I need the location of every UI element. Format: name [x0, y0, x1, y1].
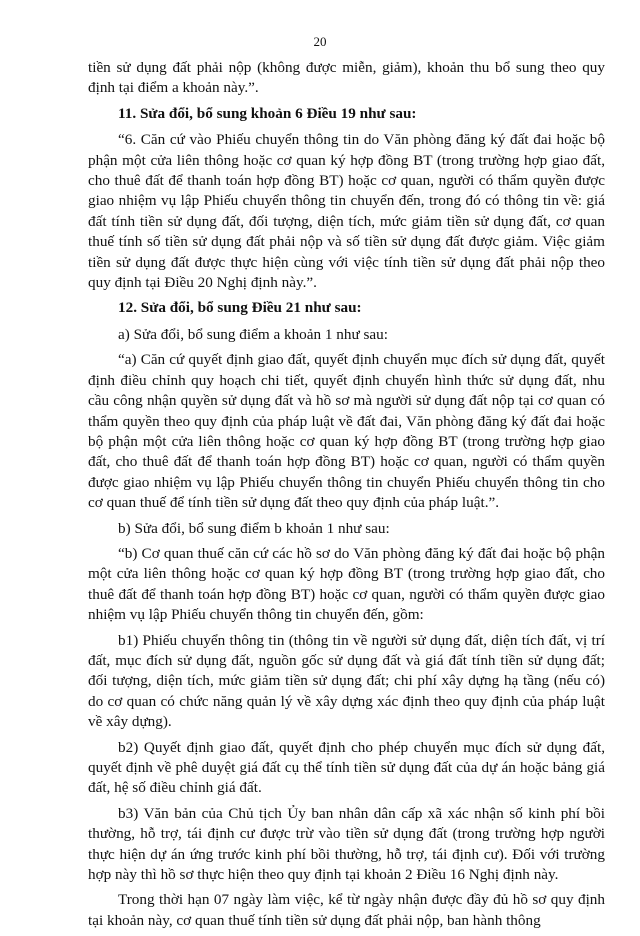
paragraph-b2: b2) Quyết định giao đất, quyết định cho phép chuyển mục đích sử dụng đất, quyết định về phê duyệt giá đất cụ thể tính tiền sử dụng đất của dự án hoặc bảng giá đất, hệ số điều chỉnh giá đất. [88, 738, 605, 797]
section-heading-11: 11. Sửa đổi, bổ sung khoản 6 Điều 19 như sau: [118, 104, 417, 122]
paragraph-b3: b3) Văn bản của Chủ tịch Ủy ban nhân dân cấp xã xác nhận số kinh phí bồi thường, hỗ trợ, tái định cư được trừ vào tiền sử dụng đất (trong trường hợp người thực hiện dự án ứng trước kinh phí bồi thường, hỗ trợ, tái định cư). Đối với trường hợp này thì hồ sơ thực hiện theo quy định tại khoản 2 Điều 16 Nghị định này. [88, 804, 605, 884]
paragraph-point-a: “a) Căn cứ quyết định giao đất, quyết định chuyển mục đích sử dụng đất, quyết định điều chỉnh quy hoạch chi tiết, quyết định chuyển hình thức sử dụng đất, nhu cầu công nhận quyền sử dụng đất và hồ sơ mà người sử dụng đất nộp tại cơ quan có thẩm quyền theo quy định của pháp luật về đất đai, Văn phòng đăng ký đất đai hoặc bộ phận một cửa liên thông hoặc cơ quan ký hợp đồng BT (trong trường hợp giao đất, cho thuê đất để thanh toán hợp đồng BT) hoặc cơ quan, người có thẩm quyền được giao nhiệm vụ lập Phiếu chuyển thông tin chuyển Phiếu chuyển thông tin cho cơ quan thuế để tính tiền sử dụng đất theo quy định của pháp luật.”. [88, 351, 605, 512]
page-number: 20 [313, 34, 327, 49]
document-body [88, 58, 605, 936]
paragraph-clause-6: “6. Căn cứ vào Phiếu chuyển thông tin do Văn phòng đăng ký đất đai hoặc bộ phận một cửa liên thông hoặc cơ quan ký hợp đồng BT (trong trường hợp giao đất, cho thuê đất để thanh toán hợp đồng BT) hoặc cơ quan, người có thẩm quyền được giao nhiệm vụ lập Phiếu chuyển thông tin chuyển đến, trong đó có thông tin về: giá đất tính tiền sử dụng đất, đối tượng, diện tích, mức giảm tiền sử dụng đất, cơ quan thuế tính số tiền sử dụng đất phải nộp và số tiền sử dụng đất được giảm. Việc giảm tiền sử dụng đất được thực hiện cùng với việc tính tiền sử dụng đất phải nộp theo quy định tại Điều 20 Nghị định này.”. [88, 131, 605, 292]
paragraph-deadline: Trong thời hạn 07 ngày làm việc, kể từ ngày nhận được đầy đủ hồ sơ quy định tại khoản này, cơ quan thuế tính tiền sử dụng đất phải nộp, ban hành thông [88, 891, 605, 929]
paragraph-amend-a: a) Sửa đổi, bổ sung điểm a khoản 1 như sau: [118, 325, 388, 343]
paragraph-amend-b: b) Sửa đổi, bổ sung điểm b khoản 1 như sau: [118, 519, 390, 537]
paragraph-point-b: “b) Cơ quan thuế căn cứ các hồ sơ do Văn phòng đăng ký đất đai hoặc bộ phận một cửa liên thông hoặc cơ quan ký hợp đồng BT (trong trường hợp giao đất, cho thuê đất để thanh toán hợp đồng BT) hoặc cơ quan, người có thẩm quyền được giao nhiệm vụ lập Phiếu chuyển thông tin chuyển đến, gồm: [88, 544, 605, 624]
section-heading-12: 12. Sửa đổi, bổ sung Điều 21 như sau: [118, 299, 362, 317]
paragraph-b1: b1) Phiếu chuyển thông tin (thông tin về người sử dụng đất, diện tích đất, vị trí đất, mục đích sử dụng đất, nguồn gốc sử dụng đất và giá đất tính tiền sử dụng đất; đối tượng, diện tích, mức giảm tiền sử dụng đất; chi phí xây dựng hạ tầng (nếu có) do cơ quan có chức năng quản lý về xây dựng xác định theo quy định của pháp luật về xây dựng). [88, 631, 605, 731]
paragraph-continuation: tiền sử dụng đất phải nộp (không được miễn, giảm), khoản thu bổ sung theo quy định tại điểm a khoản này.”. [88, 59, 605, 97]
